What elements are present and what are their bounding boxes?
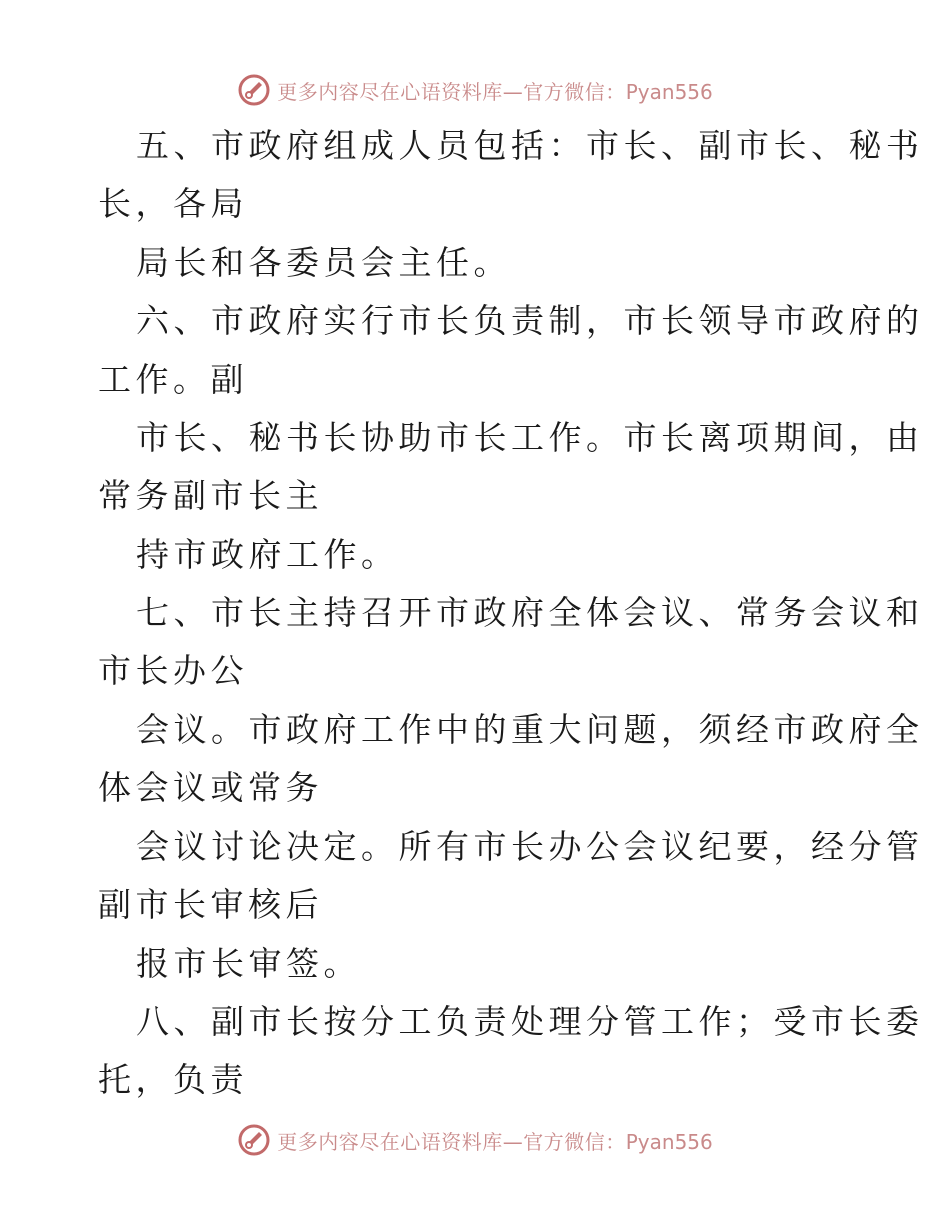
- text-line: 会议讨论决定。所有市长办公会议纪要，经分管: [136, 827, 924, 866]
- text-line: 工作。副: [98, 360, 248, 399]
- text-line: 常务副市长主: [98, 476, 323, 515]
- text-line: 七、市长主持召开市政府全体会议、常务会议和: [136, 593, 924, 632]
- logo-icon: [237, 1123, 271, 1157]
- text-line: 副市长审核后: [98, 885, 323, 924]
- text-line: 市长、秘书长协助市长工作。市长离项期间，由: [136, 418, 924, 457]
- text-line: 托，负责: [98, 1060, 248, 1099]
- text-line: 持市政府工作。: [136, 535, 399, 574]
- text-line: 五、市政府组成人员包括：市长、副市长、秘书: [136, 126, 924, 165]
- text-line: 市长办公: [98, 651, 248, 690]
- text-line: 长，各局: [98, 184, 248, 223]
- text-line: 八、副市长按分工负责处理分管工作；受市长委: [136, 1002, 924, 1041]
- text-line: 局长和各委员会主任。: [136, 243, 511, 282]
- watermark-text: 更多内容尽在心语资料库—官方微信：Pyan556: [277, 1129, 713, 1154]
- text-line: 体会议或常务: [98, 768, 323, 807]
- text-line: 报市长审签。: [136, 944, 361, 983]
- footer-watermark: [0, 1120, 950, 1160]
- text-line: 会议。市政府工作中的重大问题，须经市政府全: [136, 710, 924, 749]
- watermark-text: 更多内容尽在心语资料库—官方微信：Pyan556: [277, 79, 713, 104]
- text-line: 六、市政府实行市长负责制，市长领导市政府的: [136, 301, 924, 340]
